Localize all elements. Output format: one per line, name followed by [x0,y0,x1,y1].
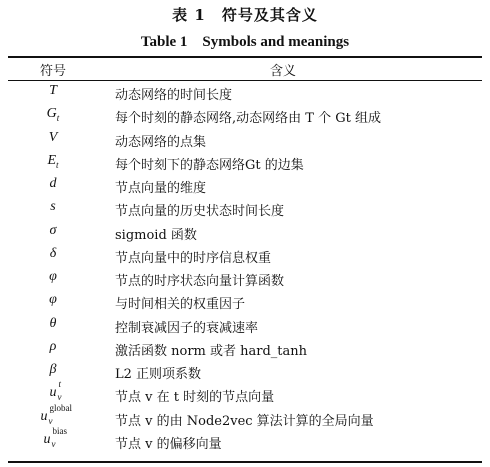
meaning-cell: L2 正则项系数 [115,367,202,382]
table-row [8,289,482,312]
meaning-cell: 控制衰减因子的衰减速率 [115,320,259,336]
symbol-cell: T [49,83,57,98]
table-row [8,379,482,406]
table-row [8,313,482,336]
table-row [8,266,482,289]
table-row [8,425,482,452]
table-row [8,196,482,219]
symbol-cell: ρ [49,338,57,354]
table-row [8,243,482,266]
symbol-cell: σ [49,222,57,238]
table-row [8,336,482,359]
meaning-cell: 每个时刻的静态网络,动态网络由 T 个 Gt 组成 [115,111,381,127]
symbol-cell: φ [49,269,57,284]
bottom-rule [8,461,482,463]
meaning-cell: 激活函数 norm 或者 hard_tanh [115,343,308,359]
symbol-cell: φ [49,292,57,308]
meaning-cell: 每个时刻下的静态网络Gt 的边集 [115,157,304,173]
table-row [8,220,482,243]
table-row [8,127,482,150]
symbol-cell: u global v [40,402,72,426]
table-row [8,103,482,126]
table-row [8,402,482,429]
meaning-cell: 节点的时序状态向量计算函数 [115,274,285,289]
meaning-cell: sigmoid 函数 [115,227,197,243]
header-symbol: 符号 [39,64,66,79]
symbol-cell: d [49,176,57,191]
meaning-cell: 节点 v 的由 Node2vec 算法计算的全局向量 [115,413,374,429]
table-body [8,80,482,452]
table-row [8,150,482,173]
symbol-cell: β [49,362,57,377]
meaning-cell: 节点向量的历史状态时间长度 [115,204,285,220]
table-row [8,359,482,382]
symbol-cell: u bias v [43,425,67,449]
meaning-cell: 节点向量中的时序信息权重 [115,250,272,266]
symbol-cell: θ [49,315,57,331]
meaning-cell: 节点 v 在 t 时刻的节点向量 [115,390,275,406]
meaning-cell: 动态网络的时间长度 [115,88,233,103]
meaning-cell: 与时间相关的权重因子 [115,297,246,313]
table-caption-en: Table 1 Symbols and meanings [140,34,350,50]
table-row [8,173,482,196]
meaning-cell: 节点 v 的偏移向量 [115,436,222,452]
table-row [8,80,482,103]
symbol-cell: V [48,129,58,145]
top-rule [8,56,482,58]
symbol-cell: $G_t$ [46,106,60,124]
table-caption-cn: 表 1 符号及其含义 [172,6,318,24]
symbol-cell: δ [49,245,57,261]
header-meaning: 含义 [270,64,297,79]
symbol-cell: s [50,199,56,215]
meaning-cell: 动态网络的点集 [115,134,207,150]
meaning-cell: 节点向量的维度 [115,181,207,196]
symbol-cell: u t v [49,379,62,403]
symbol-cell: $E_t$ [47,152,59,170]
